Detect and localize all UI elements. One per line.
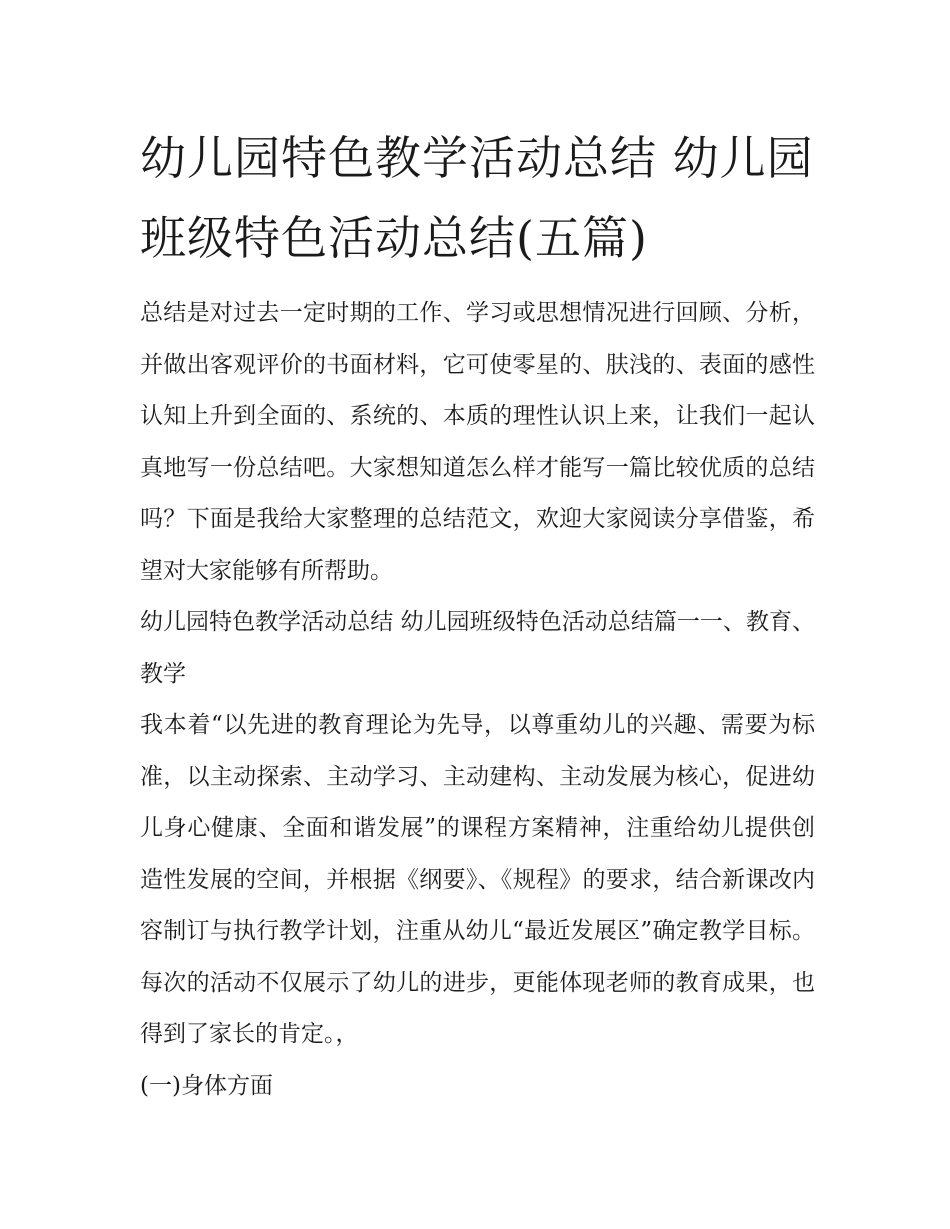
document-title: 幼儿园特色教学活动总结 幼儿园班级特色活动总结(五篇) <box>140 131 814 265</box>
document-content <box>140 118 815 1112</box>
subsection-heading: (一)身体方面 <box>140 1072 273 1099</box>
section-heading: 幼儿园特色教学活动总结 幼儿园班级特色活动总结篇一一、教育、教学 <box>140 609 815 687</box>
body-paragraph: 我本着“以先进的教育理论为先导，以尊重幼儿的兴趣、需要为标准，以主动探索、主动学习、主动建构、主动发展为核心，促进幼儿身心健康、全面和谐发展”的课程方案精神，注重给幼儿提供创造性发展的空间，并根据《纲要》、《规程》的要求，结合新课改内容制订与执行教学计划，注重从幼儿“最近发展区”确定教学目标。每次的活动不仅展示了幼儿的进步，更能体现老师的教育成果，也得到了家长的肯定。， <box>140 712 815 1047</box>
intro-paragraph: 总结是对过去一定时期的工作、学习或思想情况进行回顾、分析，并做出客观评价的书面材料，它可使零星的、肤浅的、表面的感性认知上升到全面的、系统的、本质的理性认识上来，让我们一起认真地写一份总结吧。大家想知道怎么样才能写一篇比较优质的总结吗？下面是我给大家整理的总结范文，欢迎大家阅读分享借鉴，希望对大家能够有所帮助。 <box>140 300 815 584</box>
document-body <box>140 288 815 1112</box>
